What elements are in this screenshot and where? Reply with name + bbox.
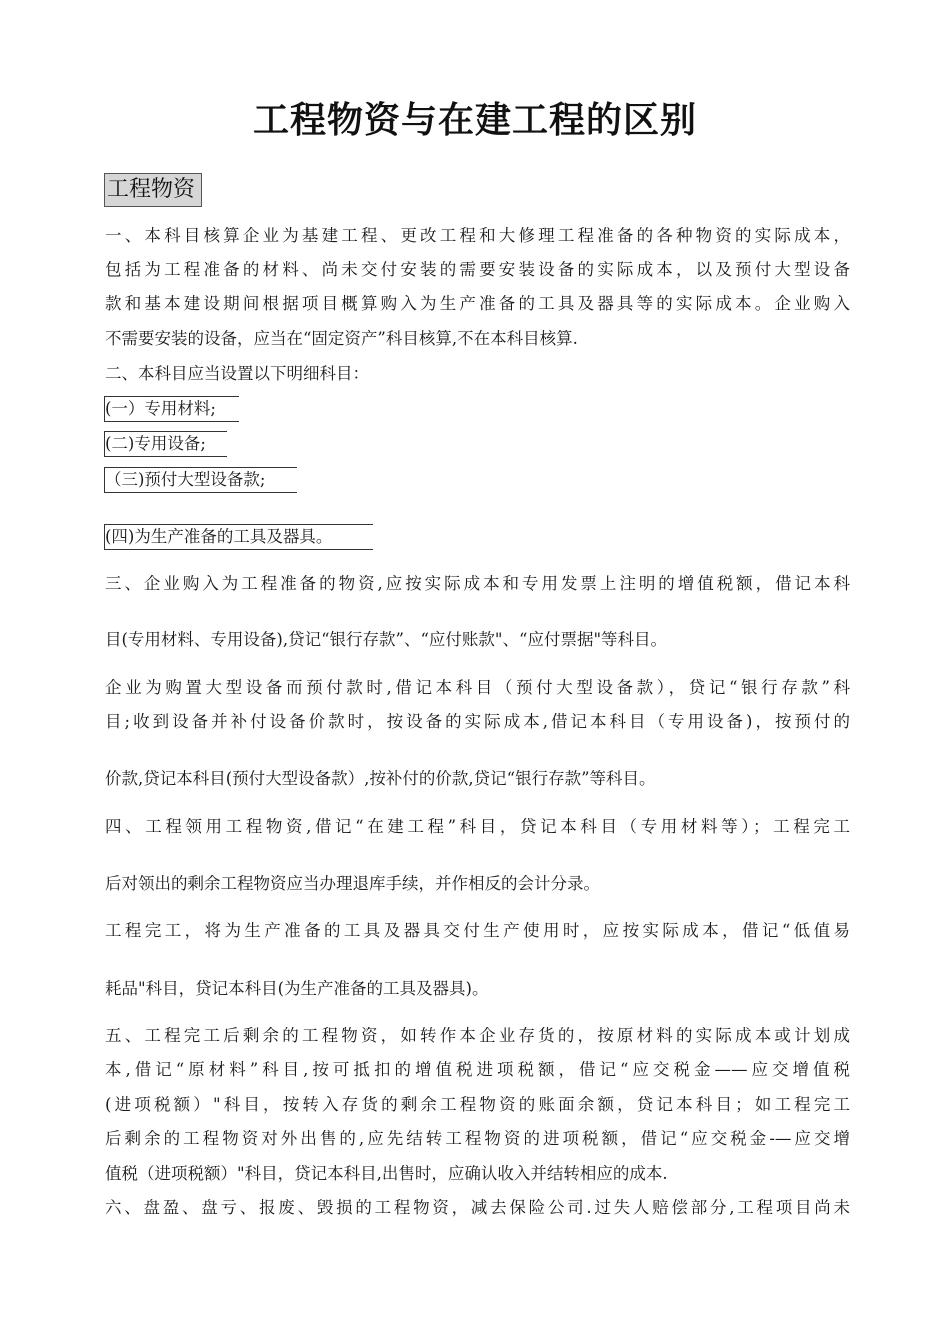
paragraph-line: 不需要安装的设备，应当在“固定资产”科目核算,不在本科目核算. xyxy=(105,329,578,348)
paragraph-line: 工程完工，将为生产准备的工具及器具交付生产使用时，应按实际成本，借记“低值易 xyxy=(105,921,850,940)
list-item: (四)为生产准备的工具及器具。 xyxy=(104,524,373,550)
paragraph-line: 后对领出的剩余工程物资应当办理退库手续，并作相反的会计分录。 xyxy=(105,874,600,893)
paragraph-line: 二、本科目应当设置以下明细科目： xyxy=(105,364,369,383)
paragraph-line: 一、本科目核算企业为基建工程、更改工程和大修理工程准备的各种物资的实际成本， xyxy=(105,226,850,245)
paragraph-line: 目(专用材料、专用设备),贷记“银行存款”、“应付账款"、“应付票据"等科目。 xyxy=(105,630,668,649)
paragraph-line: 目;收到设备并补付设备价款时，按设备的实际成本,借记本科目（专用设备)，按预付的 xyxy=(105,712,850,731)
paragraph-line: 后剩余的工程物资对外出售的,应先结转工程物资的进项税额，借记“应交税金-—应交增 xyxy=(105,1129,850,1148)
paragraph-line: 值税（进项税额）"科目，贷记本科目,出售时，应确认收入并结转相应的成本. xyxy=(105,1164,668,1183)
paragraph-line: 款和基本建设期间根据项目概算购入为生产准备的工具及器具等的实际成本。企业购入 xyxy=(105,294,850,313)
paragraph-line: (进项税额）"科目，按转入存货的剩余工程物资的账面余额，贷记本科目；如工程完工 xyxy=(105,1095,850,1114)
paragraph-line: 企业为购置大型设备而预付款时,借记本科目（预付大型设备款），贷记“银行存款”科 xyxy=(105,678,850,697)
paragraph-line: 包括为工程准备的材料、尚未交付安装的需要安装设备的实际成本，以及预付大型设备 xyxy=(105,260,850,279)
list-item: (二)专用设备; xyxy=(104,431,227,457)
paragraph-line: 五、工程完工后剩余的工程物资，如转作本企业存货的，按原材料的实际成本或计划成 xyxy=(105,1026,850,1045)
paragraph-line: 本,借记“原材料”科目,按可抵扣的增值税进项税额，借记“应交税金——应交增值税 xyxy=(105,1060,850,1079)
paragraph-line: 六、盘盈、盘亏、报废、毁损的工程物资，减去保险公司.过失人赔偿部分,工程项目尚未 xyxy=(105,1198,850,1217)
paragraph-line: 三、企业购入为工程准备的物资,应按实际成本和专用发票上注明的增值税额，借记本科 xyxy=(105,574,850,593)
paragraph-line: 四、工程领用工程物资,借记“在建工程”科目，贷记本科目（专用材料等）；工程完工 xyxy=(105,817,850,836)
list-item: (一）专用材料; xyxy=(104,396,239,422)
paragraph-line: 耗品"科目，贷记本科目(为生产准备的工具及器具)。 xyxy=(105,979,489,998)
document-title: 工程物资与在建工程的区别 xyxy=(252,100,697,141)
list-item: （三)预付大型设备款; xyxy=(104,467,297,493)
paragraph-line: 价款,贷记本科目(预付大型设备款）,按补付的价款,贷记“银行存款”等科目。 xyxy=(105,769,656,788)
section-heading: 工程物资 xyxy=(104,173,202,207)
